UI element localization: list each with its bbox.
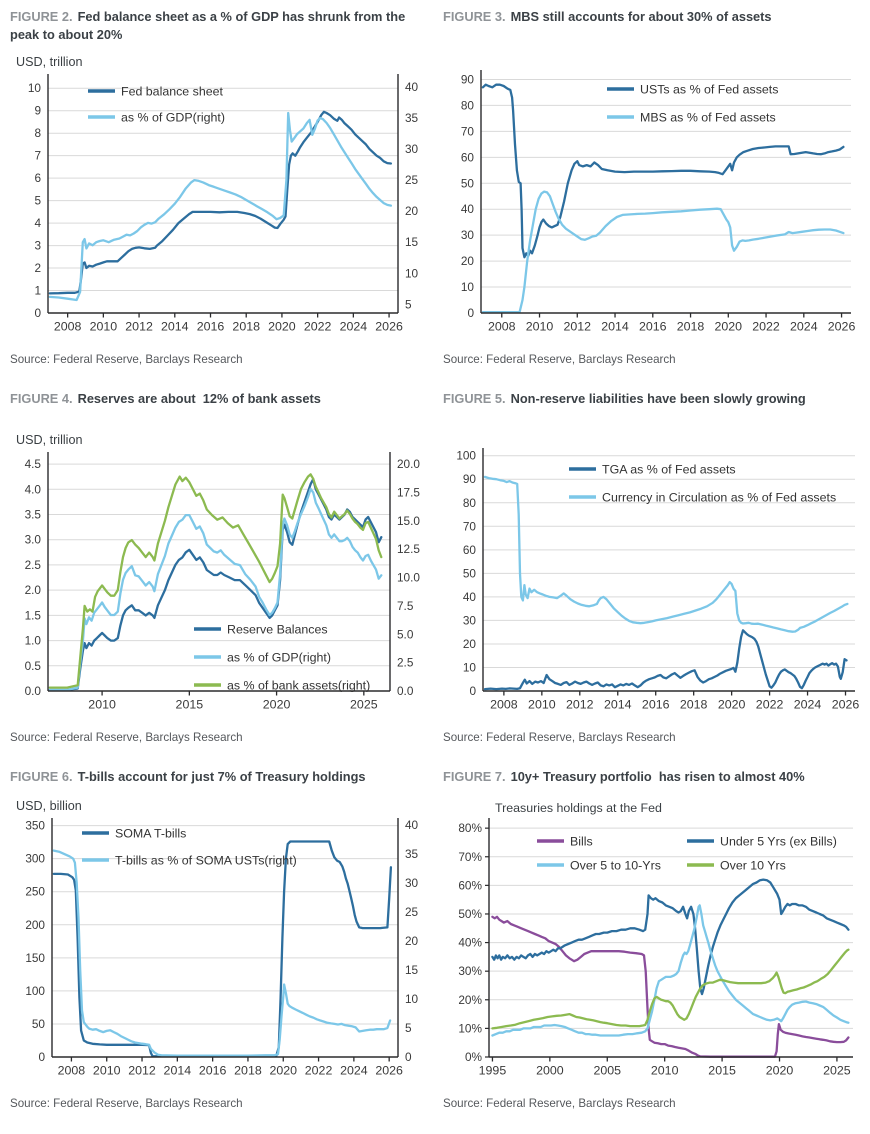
figure-7-source: Source: Federal Reserve, Barclays Research xyxy=(443,1097,676,1110)
svg-text:3.5: 3.5 xyxy=(24,507,41,522)
figure-2-number: FIGURE 2. xyxy=(10,9,73,24)
svg-text:1995: 1995 xyxy=(478,1063,507,1078)
svg-text:0: 0 xyxy=(469,684,476,698)
svg-text:300: 300 xyxy=(25,851,45,866)
svg-text:90: 90 xyxy=(460,72,474,87)
figure-2-series xyxy=(50,112,391,300)
svg-text:2014: 2014 xyxy=(601,319,629,334)
reserves-pct-of-bank-assets-legend-label: as % of bank assets(right) xyxy=(227,678,371,693)
svg-text:20: 20 xyxy=(462,636,476,651)
svg-text:15.0: 15.0 xyxy=(397,513,420,528)
svg-text:40: 40 xyxy=(460,202,474,217)
figure-6-chart xyxy=(10,815,427,1083)
svg-text:40: 40 xyxy=(405,79,419,94)
svg-text:2020: 2020 xyxy=(262,697,291,712)
figure-3-chart xyxy=(443,67,860,339)
svg-text:10.0: 10.0 xyxy=(397,570,420,585)
figure-5-number: FIGURE 5. xyxy=(443,391,506,406)
figure-3-panel xyxy=(443,8,866,390)
figure-2-unit-label: USD, trillion xyxy=(16,55,83,69)
figure-6-source: Source: Federal Reserve, Barclays Research xyxy=(10,1097,243,1110)
usts-pct-of-fed-assets-legend-label: USTs as % of Fed assets xyxy=(640,82,779,97)
svg-text:2015: 2015 xyxy=(708,1063,736,1078)
figure-2-legend xyxy=(88,84,225,124)
svg-text:17.5: 17.5 xyxy=(397,485,420,500)
figure-2-svg xyxy=(10,71,432,339)
svg-text:50: 50 xyxy=(462,566,476,581)
fed-balance-sheet-line xyxy=(50,112,391,294)
svg-text:10: 10 xyxy=(460,280,474,295)
svg-text:2016: 2016 xyxy=(198,1063,227,1078)
svg-text:2018: 2018 xyxy=(679,697,708,712)
svg-text:20: 20 xyxy=(405,934,419,949)
svg-text:2008: 2008 xyxy=(53,319,82,334)
figure-6-svg xyxy=(10,815,432,1083)
figure-2-heading: Fed balance sheet as a % of GDP has shrunk from the peak to about 20% xyxy=(10,9,409,42)
svg-text:7.5: 7.5 xyxy=(397,598,414,613)
svg-text:30: 30 xyxy=(460,228,474,243)
figure-7-chart xyxy=(443,799,860,1083)
svg-text:2010: 2010 xyxy=(525,319,554,334)
svg-text:50: 50 xyxy=(460,176,474,191)
figure-7-panel xyxy=(443,768,866,1134)
svg-text:0.0: 0.0 xyxy=(397,684,414,698)
fed-balance-sheet-legend-label: Fed balance sheet xyxy=(121,84,223,99)
svg-text:70: 70 xyxy=(460,124,474,139)
svg-text:2008: 2008 xyxy=(487,319,516,334)
svg-text:0: 0 xyxy=(38,1050,45,1064)
svg-text:2024: 2024 xyxy=(339,319,368,334)
figure-6-heading: T-bills account for just 7% of Treasury holdings xyxy=(77,769,366,784)
figure-3-legend xyxy=(607,82,778,124)
svg-text:40: 40 xyxy=(405,818,419,833)
svg-text:0%: 0% xyxy=(464,1050,482,1064)
svg-text:2024: 2024 xyxy=(793,697,822,712)
svg-text:2020: 2020 xyxy=(268,319,296,334)
svg-text:40%: 40% xyxy=(458,935,482,950)
figure-3-svg xyxy=(443,67,865,339)
svg-text:0: 0 xyxy=(467,306,474,320)
svg-text:4.0: 4.0 xyxy=(24,482,41,497)
svg-text:4.5: 4.5 xyxy=(24,457,41,472)
svg-text:2018: 2018 xyxy=(676,319,705,334)
svg-text:2: 2 xyxy=(34,261,41,276)
svg-text:20%: 20% xyxy=(458,992,482,1007)
svg-text:2015: 2015 xyxy=(175,697,204,712)
svg-text:2025: 2025 xyxy=(350,697,378,712)
svg-text:1.5: 1.5 xyxy=(24,608,41,623)
svg-text:2000: 2000 xyxy=(536,1063,564,1078)
figure-7-svg xyxy=(443,799,865,1083)
svg-text:2016: 2016 xyxy=(196,319,225,334)
svg-text:70: 70 xyxy=(462,519,476,534)
svg-text:2020: 2020 xyxy=(714,319,743,334)
svg-text:2024: 2024 xyxy=(790,319,818,334)
figure-6-title xyxy=(10,768,427,786)
figure-4-legend xyxy=(194,622,370,692)
svg-text:4: 4 xyxy=(34,216,41,231)
svg-text:0: 0 xyxy=(34,306,41,320)
svg-text:10: 10 xyxy=(405,266,419,281)
svg-text:2005: 2005 xyxy=(593,1063,622,1078)
svg-text:2014: 2014 xyxy=(603,697,632,712)
t-bills-pct-of-soma-usts-legend-label: T-bills as % of SOMA USTs(right) xyxy=(115,853,297,868)
svg-text:350: 350 xyxy=(25,818,45,833)
figure-5-spacer xyxy=(443,408,860,445)
svg-text:50: 50 xyxy=(31,1016,45,1031)
svg-text:10: 10 xyxy=(27,81,41,96)
svg-text:2020: 2020 xyxy=(765,1063,794,1078)
svg-text:70%: 70% xyxy=(458,849,482,864)
svg-text:250: 250 xyxy=(25,884,45,899)
figure-5-svg xyxy=(443,445,865,717)
svg-text:2026: 2026 xyxy=(827,319,856,334)
svg-text:2010: 2010 xyxy=(650,1063,679,1078)
svg-text:2020: 2020 xyxy=(717,697,746,712)
svg-text:100: 100 xyxy=(25,983,45,998)
svg-text:80: 80 xyxy=(462,495,476,510)
svg-text:25: 25 xyxy=(405,173,419,188)
over-10-yrs-line xyxy=(492,950,848,1029)
figure-7-title xyxy=(443,768,860,786)
svg-text:2014: 2014 xyxy=(163,1063,192,1078)
currency-pct-of-fed-assets-legend-label: Currency in Circulation as % of Fed assets xyxy=(602,490,837,505)
figure-6-unit-label: USD, billion xyxy=(16,799,82,813)
svg-text:0: 0 xyxy=(405,1050,412,1064)
figure-7-legend xyxy=(537,834,837,872)
bills-legend-label: Bills xyxy=(570,834,593,849)
over-5-to-10-yrs-legend-label: Over 5 to 10-Yrs xyxy=(570,858,661,873)
svg-text:20.0: 20.0 xyxy=(397,457,420,472)
svg-text:100: 100 xyxy=(456,448,476,463)
figure-6-legend xyxy=(82,826,297,867)
svg-text:2022: 2022 xyxy=(752,319,780,334)
svg-text:2008: 2008 xyxy=(490,697,518,712)
figure-3-number: FIGURE 3. xyxy=(443,9,506,24)
svg-text:20: 20 xyxy=(460,254,474,269)
over-5-to-10-yrs-line xyxy=(492,905,848,1035)
figure-4-panel xyxy=(10,390,433,768)
figure-4-title xyxy=(10,390,427,408)
tga-pct-of-fed-assets-line xyxy=(485,630,847,689)
svg-text:3: 3 xyxy=(34,238,41,253)
svg-text:2008: 2008 xyxy=(57,1063,86,1078)
figure-7-heading: 10y+ Treasury portfolio has risen to almost 40% xyxy=(510,769,805,784)
mbs-pct-of-fed-assets-legend-label: MBS as % of Fed assets xyxy=(640,110,776,125)
figure-2-title xyxy=(10,8,427,44)
reserve-balances-legend-label: Reserve Balances xyxy=(227,622,328,637)
tga-pct-of-fed-assets-legend-label: TGA as % of Fed assets xyxy=(602,462,736,477)
svg-text:80%: 80% xyxy=(458,821,482,836)
figure-5-heading: Non-reserve liabilities have been slowly growing xyxy=(510,391,806,406)
figure-4-source: Source: Federal Reserve, Barclays Research xyxy=(10,731,243,744)
svg-text:60: 60 xyxy=(462,542,476,557)
soma-t-bills-legend-label: SOMA T-bills xyxy=(115,826,187,841)
figure-7-gridlines xyxy=(489,828,853,1057)
svg-text:2018: 2018 xyxy=(232,319,261,334)
svg-text:2018: 2018 xyxy=(234,1063,262,1078)
svg-text:20: 20 xyxy=(405,204,419,219)
svg-text:15: 15 xyxy=(405,235,419,250)
svg-text:6: 6 xyxy=(34,171,41,186)
svg-text:2010: 2010 xyxy=(89,319,118,334)
svg-text:1: 1 xyxy=(34,283,41,298)
svg-text:2016: 2016 xyxy=(641,697,670,712)
svg-text:50%: 50% xyxy=(458,906,482,921)
svg-text:150: 150 xyxy=(25,950,45,965)
svg-text:5.0: 5.0 xyxy=(397,627,414,642)
figure-3-heading: MBS still accounts for about 30% of assets xyxy=(510,9,772,24)
svg-text:2025: 2025 xyxy=(823,1063,851,1078)
svg-text:2022: 2022 xyxy=(755,697,784,712)
figure-6-spacer xyxy=(10,786,427,799)
svg-text:2.5: 2.5 xyxy=(24,557,41,572)
figure-5-panel xyxy=(443,390,866,768)
svg-text:35: 35 xyxy=(405,110,419,125)
svg-text:2026: 2026 xyxy=(375,1063,403,1078)
svg-text:10%: 10% xyxy=(458,1021,482,1036)
figure-4-unit-label: USD, trillion xyxy=(16,433,83,447)
figure-6-panel xyxy=(10,768,433,1134)
svg-text:2.0: 2.0 xyxy=(24,583,41,598)
svg-text:30: 30 xyxy=(405,876,419,891)
svg-text:2012: 2012 xyxy=(563,319,592,334)
figure-2-panel xyxy=(10,8,433,390)
svg-text:25: 25 xyxy=(405,905,419,920)
svg-text:2026: 2026 xyxy=(375,319,403,334)
svg-text:8: 8 xyxy=(34,126,41,141)
t-bills-pct-of-soma-usts-line xyxy=(54,851,390,1056)
figure-2-spacer xyxy=(10,44,427,55)
svg-text:12.5: 12.5 xyxy=(397,542,420,557)
svg-text:80: 80 xyxy=(460,98,474,113)
pct-of-gdp-line xyxy=(50,113,391,300)
svg-text:5: 5 xyxy=(405,297,412,312)
svg-text:2014: 2014 xyxy=(160,319,189,334)
svg-text:40: 40 xyxy=(462,589,476,604)
pct-of-gdp-legend-label: as % of GDP(right) xyxy=(121,110,225,125)
svg-text:90: 90 xyxy=(462,472,476,487)
svg-text:7: 7 xyxy=(34,148,41,163)
svg-text:2012: 2012 xyxy=(128,1063,156,1078)
svg-text:2012: 2012 xyxy=(566,697,594,712)
svg-text:30%: 30% xyxy=(458,964,482,979)
figure-5-legend xyxy=(569,462,836,504)
figure-4-heading: Reserves are about 12% of bank assets xyxy=(77,391,321,406)
figure-4-spacer xyxy=(10,408,427,433)
svg-text:2010: 2010 xyxy=(528,697,556,712)
figure-4-axes xyxy=(25,452,421,712)
svg-text:60: 60 xyxy=(460,150,474,165)
figure-2-chart xyxy=(10,71,427,339)
figure-3-title xyxy=(443,8,860,26)
svg-text:2012: 2012 xyxy=(125,319,153,334)
svg-text:2010: 2010 xyxy=(92,1063,121,1078)
svg-text:2016: 2016 xyxy=(638,319,667,334)
figure-5-source: Source: Federal Reserve, Barclays Research xyxy=(443,731,676,744)
figure-7-subtitle: Treasuries holdings at the Fed xyxy=(495,801,662,815)
svg-text:2026: 2026 xyxy=(831,697,860,712)
figure-3-spacer xyxy=(443,26,860,67)
figure-4-svg xyxy=(10,449,432,717)
figure-7-spacer xyxy=(443,786,860,799)
figure-5-series xyxy=(485,477,848,689)
svg-text:2010: 2010 xyxy=(88,697,116,712)
svg-text:30: 30 xyxy=(405,142,419,157)
svg-text:0.0: 0.0 xyxy=(24,684,41,698)
svg-text:30: 30 xyxy=(462,613,476,628)
under-5-yrs-ex-bills-legend-label: Under 5 Yrs (ex Bills) xyxy=(720,834,837,849)
figure-6-number: FIGURE 6. xyxy=(10,769,73,784)
svg-text:2020: 2020 xyxy=(269,1063,298,1078)
figure-7-number: FIGURE 7. xyxy=(443,769,506,784)
svg-text:2022: 2022 xyxy=(303,319,332,334)
figure-5-title xyxy=(443,390,860,408)
svg-text:15: 15 xyxy=(405,963,419,978)
svg-text:10: 10 xyxy=(462,660,476,675)
svg-text:2024: 2024 xyxy=(340,1063,368,1078)
figure-7-series xyxy=(492,880,848,1057)
svg-text:3.0: 3.0 xyxy=(24,532,41,547)
svg-text:1.0: 1.0 xyxy=(24,633,41,648)
bills-line xyxy=(492,917,848,1057)
svg-text:2022: 2022 xyxy=(304,1063,333,1078)
reserves-pct-of-gdp-legend-label: as % of GDP(right) xyxy=(227,650,331,665)
figure-2-source: Source: Federal Reserve, Barclays Research xyxy=(10,353,243,366)
figure-5-chart xyxy=(443,445,860,717)
svg-text:10: 10 xyxy=(405,992,419,1007)
svg-text:60%: 60% xyxy=(458,878,482,893)
svg-text:5: 5 xyxy=(34,193,41,208)
figure-4-number: FIGURE 4. xyxy=(10,391,73,406)
svg-text:0.5: 0.5 xyxy=(24,658,41,673)
svg-text:35: 35 xyxy=(405,847,419,862)
over-10-yrs-legend-label: Over 10 Yrs xyxy=(720,858,786,873)
figure-4-chart xyxy=(10,449,427,717)
svg-text:9: 9 xyxy=(34,103,41,118)
figure-3-source: Source: Federal Reserve, Barclays Research xyxy=(443,353,676,366)
svg-text:5: 5 xyxy=(405,1021,412,1036)
svg-text:200: 200 xyxy=(25,917,45,932)
svg-text:2.5: 2.5 xyxy=(397,655,414,670)
